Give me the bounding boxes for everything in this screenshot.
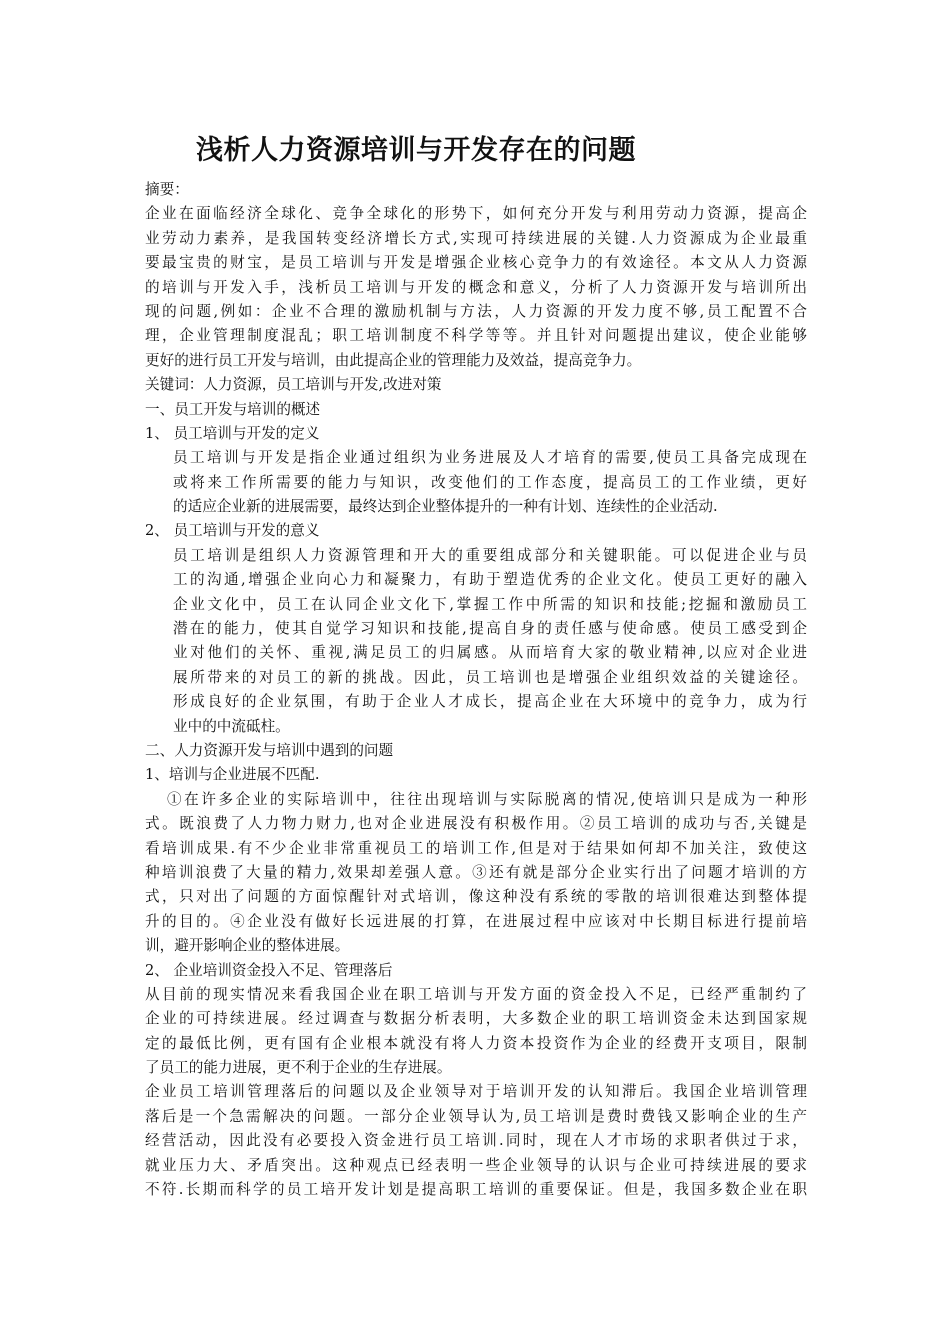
text-line: 不符.长期而科学的员工培开发计划是提高职工培训的重要保证。但是，我国多数企业在职: [145, 1181, 807, 1199]
text-line: 摘要：: [145, 181, 189, 198]
text-line: 就业压力大、矛盾突出。这种观点已经表明一些企业领导的认识与企业可持续进展的要求: [145, 1156, 807, 1174]
text-line: 从目前的现实情况来看我国企业在职工培训与开发方面的资金投入不足，已经严重制约了: [145, 985, 807, 1003]
text-line: 潜在的能力，使其自觉学习知识和技能,提高自身的责任感与使命感。使员工感受到企: [173, 620, 807, 638]
text-line: 关键词：人力资源，员工培训与开发,改进对策: [145, 376, 442, 394]
text-line: 业劳动力素养，是我国转变经济增长方式,实现可持续进展的关键.人力资源成为企业最重: [145, 229, 807, 247]
document-body: [145, 178, 807, 1202]
text-line: 2、 企业培训资金投入不足、管理落后: [145, 961, 393, 979]
text-line: 了员工的能力进展，更不利于企业的生存进展。: [145, 1059, 452, 1077]
text-line: 理，企业管理制度混乱；职工培训制度不科学等等。并且针对问题提出建议，使企业能够: [145, 327, 807, 345]
text-line: ①在许多企业的实际培训中，往往出现培训与实际脱离的情况,使培训只是成为一种形: [167, 790, 807, 808]
text-line: 二、人力资源开发与培训中遇到的问题: [145, 741, 394, 759]
text-line: 经营活动，因此没有必要投入资金进行员工培训.同时，现在人才市场的求职者供过于求，: [145, 1132, 807, 1150]
text-line: 或将来工作所需要的能力与知识，改变他们的工作态度，提高员工的工作业绩，更好: [173, 473, 807, 491]
text-line: 员工培训与开发是指企业通过组织为业务进展及人才培育的需要,使员工具备完成现在: [173, 449, 807, 467]
text-line: 企业的可持续进展。经过调查与数据分析表明，大多数企业的职工培训资金未达到国家规: [145, 1010, 807, 1028]
text-line: 更好的进行员工开发与培训，由此提高企业的管理能力及效益，提高竞争力。: [145, 351, 642, 369]
text-line: 业对他们的关怀、重视,满足员工的归属感。从而培育大家的敬业精神,以应对企业进: [173, 644, 807, 662]
text-line: 业中的中流砥柱。: [173, 717, 290, 735]
text-line: 企业在面临经济全球化、竞争全球化的形势下，如何充分开发与利用劳动力资源，提高企: [145, 205, 807, 223]
text-line: 现的问题,例如：企业不合理的激励机制与方法，人力资源的开发力度不够,员工配置不合: [145, 302, 807, 320]
text-line: 的培训与开发入手，浅析员工培训与开发的概念和意义，分析了人力资源开发与培训所出: [145, 278, 807, 296]
text-line: 1、 员工培训与开发的定义: [145, 424, 320, 442]
text-line: 2、 员工培训与开发的意义: [145, 522, 320, 540]
text-line: 企业员工培训管理落后的问题以及企业领导对于培训开发的认知滞后。我国企业培训管理: [145, 1083, 807, 1101]
text-line: 落后是一个急需解决的问题。一部分企业领导认为,员工培训是费时费钱又影响企业的生产: [145, 1107, 807, 1125]
text-line: 定的最低比例，更有国有企业根本就没有将人力资本投资作为企业的经费开支项目，限制: [145, 1034, 807, 1052]
document-title: 浅析人力资源培训与开发存在的问题: [196, 135, 636, 166]
text-line: 的适应企业新的进展需要，最终达到企业整体提升的一种有计划、连续性的企业活动.: [173, 498, 718, 516]
text-line: 工的沟通,增强企业向心力和凝聚力，有助于塑造优秀的企业文化。使员工更好的融入: [173, 571, 807, 589]
text-line: 1、培训与企业进展不匹配.: [145, 766, 320, 784]
text-line: 形成良好的企业氛围，有助于企业人才成长，提高企业在大环境中的竞争力，成为行: [173, 693, 807, 711]
text-line: 式。既浪费了人力物力财力,也对企业进展没有积极作用。②员工培训的成功与否,关键是: [145, 815, 807, 833]
text-line: 看培训成果.有不少企业非常重视员工的培训工作,但是对于结果如何却不加关注，致使这: [145, 839, 807, 857]
text-line: 员工培训是组织人力资源管理和开大的重要组成部分和关键职能。可以促进企业与员: [173, 546, 807, 564]
text-line: 企业文化中，员工在认同企业文化下,掌握工作中所需的知识和技能;挖掘和激励员工: [173, 595, 807, 613]
text-line: 式，只对出了问题的方面惊醒针对式培训，像这种没有系统的零散的培训很难达到整体提: [145, 888, 807, 906]
text-line: 升的目的。④企业没有做好长远进展的打算，在进展过程中应该对中长期目标进行提前培: [145, 912, 807, 930]
text-line: 一、员工开发与培训的概述: [145, 400, 321, 418]
text-line: 要最宝贵的财宝，是员工培训与开发是增强企业核心竞争力的有效途径。本文从人力资源: [145, 254, 807, 272]
text-line: 训，避开影响企业的整体进展。: [145, 937, 350, 955]
text-line: 种培训浪费了大量的精力,效果却差强人意。③还有就是部分企业实行出了问题才培训的方: [145, 863, 807, 881]
text-line: 展所带来的对员工的新的挑战。因此，员工培训也是增强企业组织效益的关键途径。: [173, 668, 807, 686]
